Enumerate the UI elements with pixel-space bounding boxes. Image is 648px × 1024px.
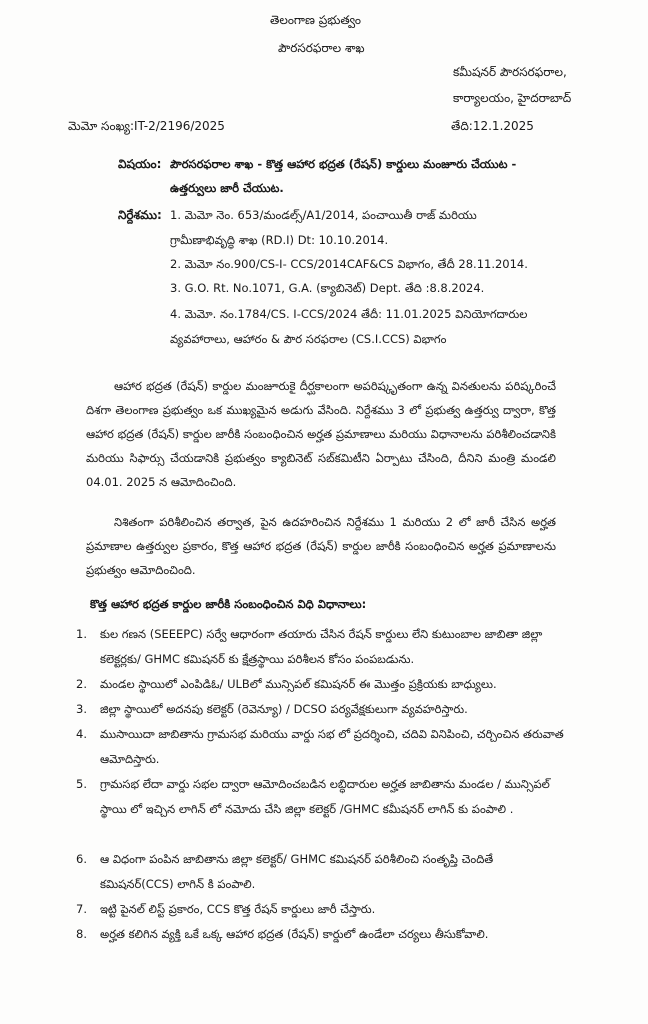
list-item-text: జిల్లా స్థాయిలో అదనపు కలెక్టర్ (రెవెన్యూ) / DCSO పర్యవేక్షకులుగా వ్యవహరిస్తారు. <box>100 702 468 716</box>
office-line-2: కార్యాలయం, హైదరాబాద్ <box>453 91 572 105</box>
list-item-text: కుల గణన (SEEEPC) సర్వే ఆధారంగా తయారు చేసిన రేషన్ కార్డులు లేని కుటుంబాల జాబితా జిల్లా కలెక్టర్లకు/ GHMC కమిషనర్ కు క్షేత్రస్థాయి పరిశీలన కోసం పంపబడును. <box>100 627 543 666</box>
paragraph-2: నిశితంగా పరిశీలించిన తర్వాత, పైన ఉదహరించిన నిర్దేశము 1 మరియు 2 లో జారీ చేసిన అర్హత ప్రమాణాల ఉత్తర్వుల ప్రకారం, కొత్త ఆహార భద్రత (రేషన్) కార్డుల జారీకి సంబంధించిన అర్హత ప్రమాణాలను ప్రభుత్వం ఆమోదించింది. <box>86 515 556 577</box>
list-item-number: 4. <box>76 727 87 741</box>
references-label: నిర్దేశము: <box>118 208 162 222</box>
reference-4-line-2: వ్యవహారాలు, ఆహారం & పౌర సరఫరాల (CS.I.CCS) విభాగం <box>170 332 447 346</box>
list-item-text: గ్రామసభ లేదా వార్డు సభల ద్వారా ఆమోదించబడిన లబ్ధిదారుల అర్హత జాబితాను మండల / మున్సిపల్ స్థాయి లో ఇచ్చిన లాగిన్ లో నమోదు చేసి జిల్లా కలెక్టర్ /GHMC కమీషనర్ లాగిన్ కు పంపాలి . <box>100 777 550 816</box>
office-line-1: కమీషనర్ పౌరసరఫరాల, <box>453 65 567 79</box>
list-item <box>76 772 566 822</box>
list-item <box>76 697 566 722</box>
list-item <box>76 622 566 672</box>
list-item <box>76 897 566 922</box>
subject-line-1: పౌరసరఫరాల శాఖ - కొత్త ఆహార భద్రత (రేషన్) కార్డులు మంజూరు చేయుట - <box>170 157 517 171</box>
procedures-heading: కొత్త ఆహార భద్రత కార్డుల జారీకి సంబంధించిన విధి విధానాలు: <box>90 597 367 611</box>
list-item-number: 2. <box>76 677 87 691</box>
list-item-text: మండల స్థాయిలో ఎంపిడిఓ/ ULBలో మున్సిపల్ కమిషనర్ ఈ మొత్తం ప్రక్రియకు బాధ్యులు. <box>100 677 497 691</box>
reference-1-line-2: గ్రామీణాభివృద్ధి శాఖ (RD.I) Dt: 10.10.2014. <box>170 233 389 247</box>
government-title: తెలంగాణ ప్రభుత్వం <box>270 13 361 27</box>
subject-label: విషయం: <box>118 157 162 171</box>
paragraph-1: ఆహార భద్రత (రేషన్) కార్డుల మంజూరుకై దీర్ఘకాలంగా అపరిష్కృతంగా ఉన్న వినతులను పరిష్కరించే దిశగా తెలంగాణ ప్రభుత్వం ఒక ముఖ్యమైన అడుగు వేసింది. నిర్దేశము 3 లో ప్రభుత్వ ఉత్తర్వు ద్వారా, కొత్త ఆహార భద్రత (రేషన్) కార్డుల జారీకి సంబంధించిన అర్హత ప్రమాణాలు మరియు విధానాలను పరిశీలించడానికి మరియు సిఫార్సు చేయడానికి ప్రభుత్వం క్యాబినెట్ సబ్‌కమిటీని ఏర్పాటు చేసింది, దీనిని మంత్రి మండలి 04.01. 2025 న ఆమోదించింది. <box>86 379 556 489</box>
list-item-number: 8. <box>76 927 87 941</box>
list-item <box>76 672 566 697</box>
list-item-text: ఇట్టి పైనల్ లిస్ట్ ప్రకారం, CCS కొత్త రేషన్ కార్డులు జారీ చేస్తారు. <box>100 902 376 916</box>
department-title: పౌరసరఫరాల శాఖ <box>278 41 365 55</box>
list-item-number: 6. <box>76 852 87 866</box>
list-item-text: ముసాయిదా జాబితాను గ్రామసభ మరియు వార్డు సభ లో ప్రదర్శించి, చదివి వినిపించి, చర్చించిన తరువాత ఆమోదిస్తారు. <box>100 727 564 766</box>
subject-line-2: ఉత్తర్వులు జారీ చేయుట. <box>170 181 284 195</box>
list-item <box>76 847 566 897</box>
list-item-number: 3. <box>76 702 87 716</box>
memo-number: మెమో సంఖ్య:IT-2/2196/2025 <box>68 119 225 133</box>
reference-4-line-1: 4. మెమో. నం.1784/CS. I-CCS/2024 తేదీ: 11.01.2025 వినియోగదారుల <box>170 307 528 321</box>
list-item-text: అర్హత కలిగిన వ్యక్తి ఒకే ఒక్క ఆహార భద్రత (రేషన్) కార్డులో ఉండేలా చర్యలు తీసుకోవాలి. <box>100 927 489 941</box>
list-item-number: 1. <box>76 627 87 641</box>
list-item-text: ఆ విధంగా పంపిన జాబితాను జిల్లా కలెక్టర్/ GHMC కమిషనర్ పరిశీలించి సంతృప్తి చెందితే కమిషనర్(CCS) లాగిన్ కి పంపాలి. <box>100 852 494 891</box>
reference-1-line-1: 1. మెమో నెం. 653/మండల్స్/A1/2014, పంచాయితీ రాజ్ మరియు <box>170 208 477 222</box>
reference-2: 2. మెమో నం.900/CS-I- CCS/2014CAF&CS విభాగం, తేదీ 28.11.2014. <box>170 257 528 271</box>
reference-3: 3. G.O. Rt. No.1071, G.A. (క్యాబినెట్) Dept. తేది :8.8.2024. <box>170 281 485 295</box>
list-item-number: 7. <box>76 902 87 916</box>
list-item-number: 5. <box>76 777 87 791</box>
list-item <box>76 722 566 772</box>
memo-date: తేది:12.1.2025 <box>451 119 534 133</box>
list-item <box>76 922 566 947</box>
